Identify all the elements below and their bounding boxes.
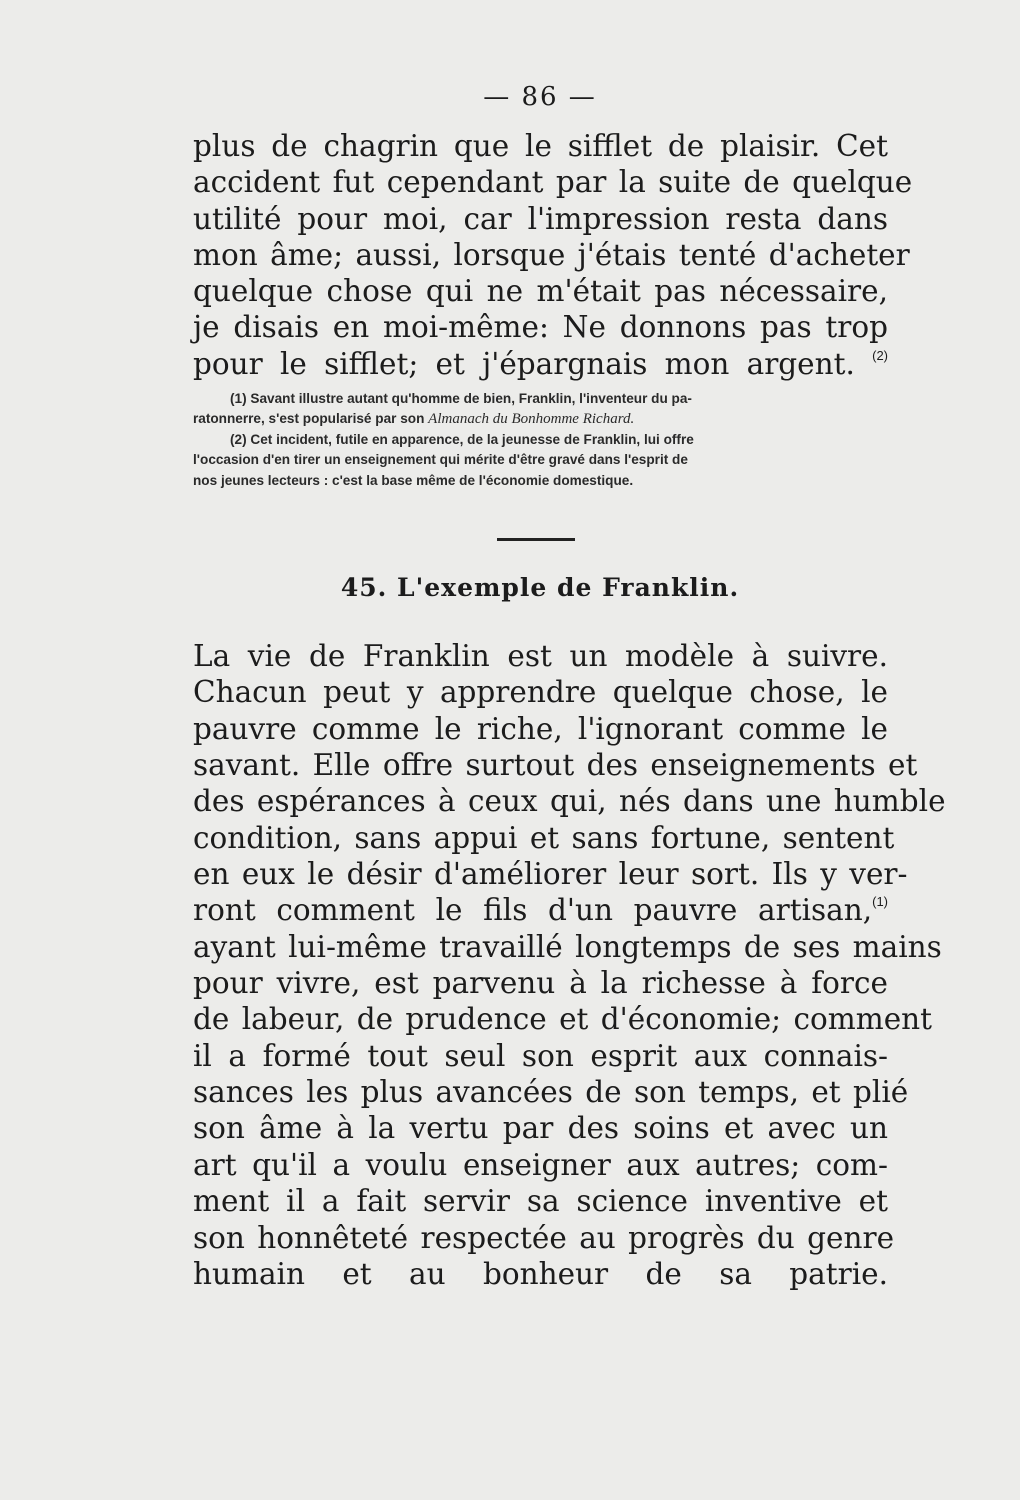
section-title: 45. L'exemple de Franklin. [340,573,740,602]
text-line: condition, sans appui et sans fortune, sentent [193,820,895,855]
text-line: je disais en moi-même: Ne donnons pas trop [193,310,888,345]
footnote-book-title: Almanach du Bonhomme Richard. [428,411,635,428]
footnote-text: ratonnerre, s'est popularisé par son [193,411,425,427]
footnote-line: nos jeunes lecteurs : c'est la base même de l'économie domestique. [193,472,634,488]
footnote-line: l'occasion d'en tirer un enseignement qui mérite d'être gravé dans l'esprit de [193,452,688,468]
text-line: savant. Elle offre surtout des enseignements et [193,748,918,783]
text-line [193,346,888,382]
text-line: plus de chagrin que le sifflet de plaisir. Cet [193,129,888,163]
text-line: humain et au bonheur de sa patrie. [193,1256,888,1291]
text-line: pauvre comme le riche, l'ignorant comme le [193,711,888,746]
section-divider [497,538,575,541]
text-line: des espérances à ceux qui, nés dans une humble [193,784,946,819]
text-line: il a formé tout seul son esprit aux connais- [193,1038,888,1073]
text-line: utilité pour moi, car l'impression resta dans [193,201,888,236]
text-line: La vie de Franklin est un modèle à suivre. [193,639,888,673]
text-line: de labeur, de prudence et d'économie; comment [193,1002,933,1037]
footnote-line: (1) Savant illustre autant qu'homme de bien, Franklin, l'inventeur du pa- [230,391,692,406]
text-line: art qu'il a voulu enseigner aux autres; com- [193,1147,888,1182]
text-line-content: pour le sifflet; et j'épargnais mon argent. [193,346,855,381]
footnote-line [193,409,888,429]
text-line: Chacun peut y apprendre quelque chose, le [193,675,888,710]
page-number: — 86 — [483,82,597,112]
section-paragraph [193,638,946,1292]
text-line: mon âme; aussi, lorsque j'étais tenté d'acheter [193,237,910,272]
text-line: quelque chose qui ne m'était pas nécessaire, [193,274,888,309]
text-line-content: ront comment le fils d'un pauvre artisan, [193,893,873,928]
text-line: accident fut cependant par la suite de quelque [193,165,913,200]
footnote-line: (2) Cet incident, futile en apparence, de la jeunesse de Franklin, lui offre [230,431,694,447]
continued-paragraph [193,128,913,382]
text-line: en eux le désir d'améliorer leur sort. Ils y ver- [193,857,908,892]
text-line: ayant lui-même travaillé longtemps de ses mains [193,929,942,964]
footnote-ref: (2) [872,347,888,363]
footnote-ref: (1) [872,894,888,910]
text-line: son âme à la vertu par des soins et avec un [193,1111,888,1146]
text-line: son honnêteté respectée au progrès du genre [193,1220,895,1255]
text-line [193,892,888,928]
text-line: sances les plus avancées de son temps, et plié [193,1075,909,1110]
footnotes [193,389,888,491]
text-line: ment il a fait servir sa science inventive et [193,1184,888,1219]
text-line: pour vivre, est parvenu à la richesse à force [193,966,888,1001]
